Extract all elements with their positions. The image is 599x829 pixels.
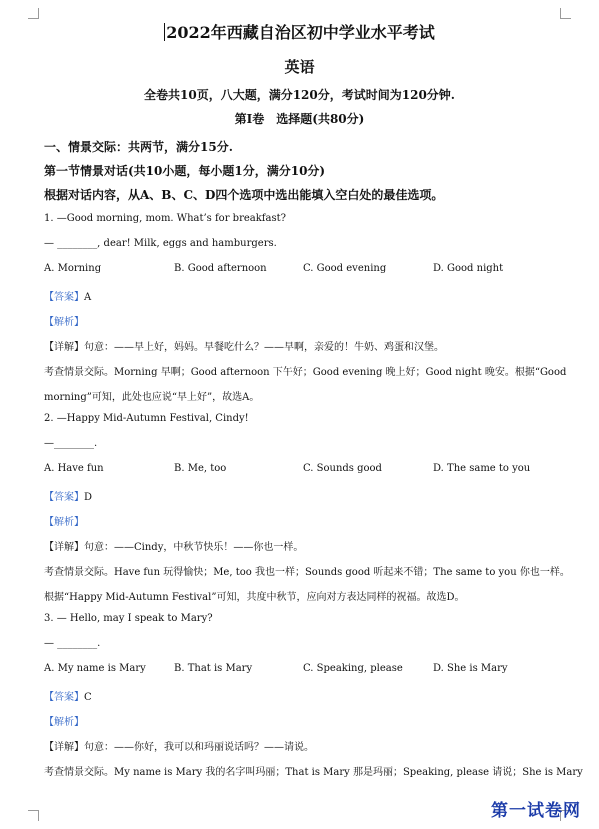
- question-1-explain-line-2: morning”可知，此处也应说“早上好”，故选A。: [44, 392, 260, 403]
- answer-value: C: [84, 692, 92, 703]
- question-2-option-b: B. Me, too: [174, 463, 227, 474]
- question-1-blank: — ________, dear! Milk, eggs and hamburgers.: [44, 238, 277, 249]
- section-heading: 一、情景交际：共两节，满分15分.: [44, 140, 233, 154]
- question-2-option-c: C. Sounds good: [303, 463, 382, 474]
- question-1-option-d: D. Good night: [433, 263, 504, 274]
- answer-label: 【答案】: [44, 292, 84, 303]
- crop-mark-top-right: [560, 8, 571, 19]
- question-3-prompt: 3. — Hello, may I speak to Mary?: [44, 613, 213, 624]
- answer-label: 【答案】: [44, 692, 84, 703]
- question-1-answer: [44, 288, 91, 303]
- answer-value: D: [84, 492, 93, 503]
- question-3-answer: [44, 688, 92, 703]
- question-2-blank: —________.: [44, 438, 98, 449]
- crop-mark-top-left: [28, 8, 39, 19]
- crop-mark-bottom-left: [28, 810, 39, 821]
- question-3-option-c: C. Speaking, please: [303, 663, 403, 674]
- question-3-blank: — ________.: [44, 638, 101, 649]
- question-2-explain-line-1: 考查情景交际。Have fun 玩得愉快；Me, too 我也一样；Sounds good 听起来不错；The same to you 你也一样。: [44, 567, 570, 578]
- question-3-option-a: A. My name is Mary: [44, 663, 146, 674]
- site-logo: 第一试卷网: [491, 801, 581, 821]
- question-3-analysis-label: 【解析】: [44, 717, 84, 728]
- part-heading: 第Ⅰ卷 选择题(共80分): [234, 112, 365, 126]
- question-2-detail: 【详解】句意：——Cindy，中秋节快乐！——你也一样。: [44, 542, 304, 553]
- question-1-analysis-label: 【解析】: [44, 317, 84, 328]
- question-1-prompt: 1. —Good morning, mom. What’s for breakfast?: [44, 213, 286, 224]
- question-1-option-a: A. Morning: [44, 263, 102, 274]
- question-3-detail: 【详解】句意：——你好，我可以和玛丽说话吗？——请说。: [44, 742, 314, 753]
- question-1-detail: 【详解】句意：——早上好，妈妈。早餐吃什么？——早啊，亲爱的！牛奶、鸡蛋和汉堡。: [44, 342, 444, 353]
- answer-label: 【答案】: [44, 492, 84, 503]
- question-3-option-d: D. She is Mary: [433, 663, 508, 674]
- question-3-explain-line-1: 考查情景交际。My name is Mary 我的名字叫玛丽；That is Mary 那是玛丽；Speaking, please 请说；She is Mary: [44, 767, 583, 778]
- answer-value: A: [84, 292, 92, 303]
- question-1-option-b: B. Good afternoon: [174, 263, 267, 274]
- question-2-option-a: A. Have fun: [44, 463, 104, 474]
- question-1-option-c: C. Good evening: [303, 263, 387, 274]
- question-2-analysis-label: 【解析】: [44, 517, 84, 528]
- subsection-heading: 第一节情景对话(共10小题，每小题1分，满分10分): [44, 164, 326, 178]
- question-3-option-b: B. That is Mary: [174, 663, 253, 674]
- instruction: 根据对话内容，从A、B、C、D四个选项中选出能填入空白处的最佳选项。: [44, 188, 444, 202]
- exam-title: [0, 20, 599, 43]
- exam-info: 全卷共10页，八大题，满分120分，考试时间为120分钟.: [144, 88, 455, 102]
- subject-heading: 英语: [284, 58, 315, 76]
- question-2-explain-line-2: 根据“Happy Mid-Autumn Festival”可知，共度中秋节，应向对方表达同样的祝福。故选D。: [44, 592, 465, 603]
- exam-title-text: 2022年西藏自治区初中学业水平考试: [166, 23, 435, 42]
- question-1-explain-line-1: 考查情景交际。Morning 早啊；Good afternoon 下午好；Good evening 晚上好；Good night 晚安。根据“Good: [44, 367, 567, 378]
- question-2-answer: [44, 488, 92, 503]
- question-2-option-d: D. The same to you: [433, 463, 531, 474]
- question-2-prompt: 2. —Happy Mid-Autumn Festival, Cindy!: [44, 413, 249, 424]
